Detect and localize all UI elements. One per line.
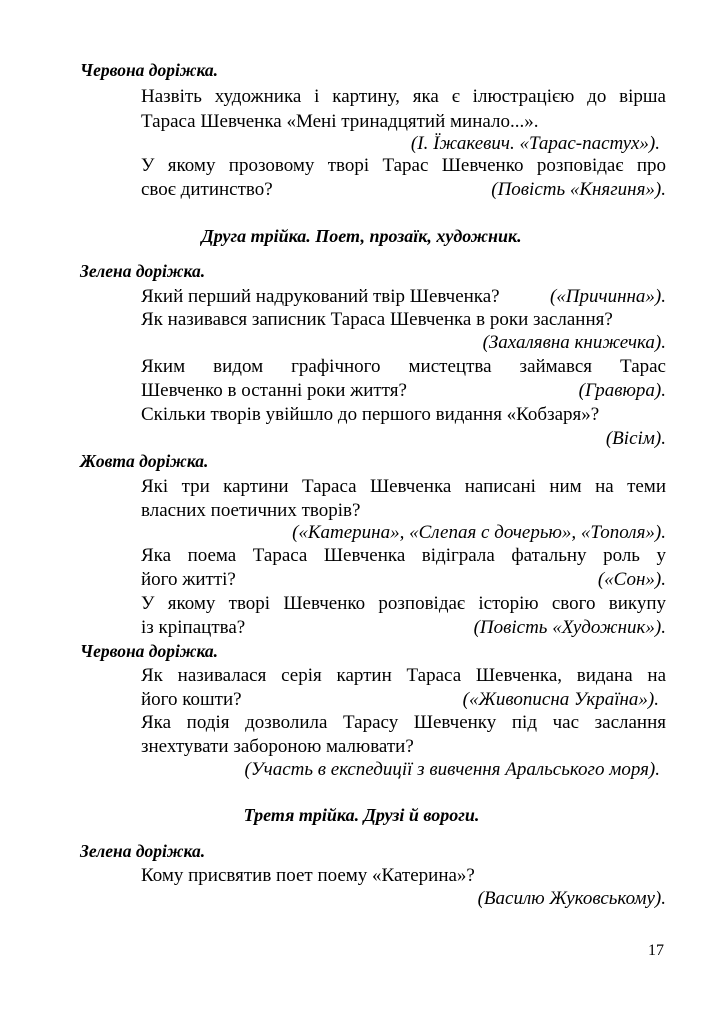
question-answer-row	[141, 689, 659, 711]
question-answer-row	[141, 569, 666, 591]
page-number: 17	[648, 942, 664, 959]
answer: («Катерина», «Слепая с дочерью», «Тополя»).	[292, 522, 666, 543]
question-answer-row	[141, 617, 666, 639]
answer: (І. Їжакевич. «Тарас-пастух»).	[410, 133, 660, 154]
track-label: Жовта доріжка.	[80, 451, 209, 471]
answer: (Повість «Художник»).	[473, 617, 666, 638]
answer: («Сон»).	[597, 569, 666, 590]
question-line: Яка подія дозволила Тарасу Шевченку під час заслання	[141, 712, 666, 733]
question-line: його кошти?	[141, 689, 242, 710]
answer: («Причинна»).	[549, 286, 666, 307]
question-line: У якому творі Шевченко розповідає історію свого викупу	[141, 593, 666, 614]
question-line: Як називалася серія картин Тараса Шевченка, видана на	[141, 665, 666, 686]
question-line: Кому присвятив поет поему «Катерина»?	[141, 865, 475, 886]
question-line: Скільки творів увійшло до першого видання «Кобзаря»?	[141, 404, 600, 425]
question-line: із кріпацтва?	[141, 617, 246, 638]
question-line: Який перший надрукований твір Шевченка?	[141, 286, 500, 307]
answer: (Повість «Княгиня»).	[491, 179, 666, 200]
answer: (Вісім).	[605, 428, 666, 449]
track-label: Червона доріжка.	[80, 641, 219, 661]
track-label: Зелена доріжка.	[80, 841, 206, 861]
question-line: Як називався записник Тараса Шевченка в роки заслання?	[141, 309, 613, 330]
track-label: Зелена доріжка.	[80, 261, 206, 281]
answer: (Гравюра).	[578, 380, 666, 401]
question-line: У якому прозовому творі Тарас Шевченко розповідає про	[141, 155, 666, 176]
answer: (Василю Жуковському).	[477, 888, 666, 909]
section-heading: Друга трійка. Поет, прозаїк, художник.	[201, 226, 522, 246]
question-line: власних поетичних творів?	[141, 500, 361, 521]
question-line: Які три картини Тараса Шевченка написані ним на теми	[141, 476, 666, 497]
answer: («Живописна Україна»).	[462, 689, 659, 710]
question-answer-row	[141, 286, 666, 308]
question-line: знехтувати забороною малювати?	[141, 736, 414, 757]
section-heading: Третя трійка. Друзі й вороги.	[243, 805, 480, 825]
question-line: його житті?	[141, 569, 236, 590]
question-line: своє дитинство?	[141, 179, 273, 200]
answer: (Захалявна книжечка).	[482, 332, 666, 353]
track-label: Червона доріжка.	[80, 60, 219, 80]
question-answer-row	[141, 380, 666, 402]
answer: (Участь в експедиції з вивчення Аральського моря).	[244, 759, 660, 780]
question-line: Тараса Шевченка «Мені тринадцятий минало...».	[141, 111, 539, 132]
question-answer-row	[141, 179, 666, 201]
question-line: Назвіть художника і картину, яка є ілюстрацією до вірша	[141, 86, 666, 107]
question-line: Яким видом графічного мистецтва займався Тарас	[141, 356, 666, 377]
question-line: Шевченко в останні роки життя?	[141, 380, 407, 401]
question-line: Яка поема Тараса Шевченка відіграла фатальну роль у	[141, 545, 666, 566]
